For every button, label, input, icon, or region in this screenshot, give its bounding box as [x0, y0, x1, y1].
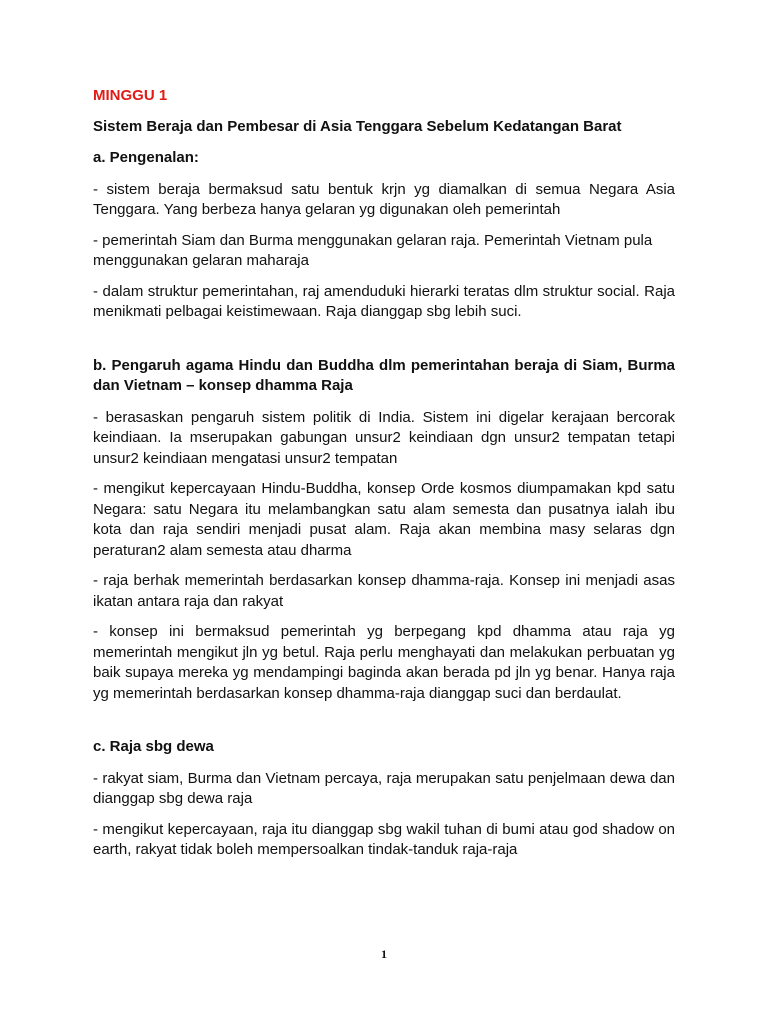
document-title: Sistem Beraja dan Pembesar di Asia Tenggara Sebelum Kedatangan Barat	[93, 117, 622, 135]
section-king-as-god	[93, 737, 675, 861]
section-heading: b. Pengaruh agama Hindu dan Buddha dlm pemerintahan beraja di Siam, Burma dan Vietnam – konsep dhamma Raja	[93, 356, 675, 394]
paragraph: - pemerintah Siam dan Burma menggunakan gelaran raja. Pemerintah Vietnam pula menggunakan gelaran maharaja	[93, 231, 653, 269]
paragraph: - sistem beraja bermaksud satu bentuk krjn yg diamalkan di semua Negara Asia Tenggara. Yang berbeza hanya gelaran yg digunakan oleh pemerintah	[93, 180, 675, 218]
document-body	[93, 86, 675, 871]
paragraph: - konsep ini bermaksud pemerintah yg berpegang kpd dhamma atau raja yg memerintah mengikut jln yg betul. Raja perlu menghayati dan melakukan perbuatan yg baik supaya mereka yg mendampingi baginda akan berada pd jln yg benar. Hanya raja yg memerintah berdasarkan konsep dhamma-raja dianggap suci dan berdaulat.	[93, 623, 675, 702]
section-spacer	[93, 714, 675, 737]
paragraph: - mengikut kepercayaan, raja itu dianggap sbg wakil tuhan di bumi atau god shadow on earth, rakyat tidak boleh mempersoalkan tindak-tanduk raja-raja	[93, 820, 675, 858]
paragraph: - mengikut kepercayaan Hindu-Buddha, konsep Orde kosmos diumpamakan kpd satu Negara: satu Negara itu melambangkan satu alam semesta dan pusatnya ialah ibu kota dan raja sendiri menjadi pusat alam. Raja akan membina masy selaras dgn peraturan2 alam semesta atau dharma	[93, 480, 675, 559]
paragraph: - dalam struktur pemerintahan, raj amenduduki hierarki teratas dlm struktur social. Raja menikmati pelbagai keistimewaan. Raja dianggap sbg lebih suci.	[93, 282, 675, 320]
section-heading: c. Raja sbg dewa	[93, 738, 214, 755]
section-spacer	[93, 333, 675, 356]
paragraph: - raja berhak memerintah berdasarkan konsep dhamma-raja. Konsep ini menjadi asas ikatan antara raja dan rakyat	[93, 572, 675, 610]
paragraph: - berasaskan pengaruh sistem politik di India. Sistem ini digelar kerajaan bercorak keindiaan. Ia mserupakan gabungan unsur2 keindiaan dgn unsur2 tempatan tetapi unsur2 keindiaan mengatasi unsur2 tempatan	[93, 408, 675, 467]
section-hindu-buddha-influence	[93, 356, 675, 705]
paragraph: - rakyat siam, Burma dan Vietnam percaya, raja merupakan satu penjelmaan dewa dan dianggap sbg dewa raja	[93, 769, 675, 807]
section-heading: a. Pengenalan:	[93, 149, 199, 166]
page-number: 1	[381, 947, 387, 961]
section-introduction	[93, 148, 675, 323]
week-label: MINGGU 1	[93, 87, 168, 104]
